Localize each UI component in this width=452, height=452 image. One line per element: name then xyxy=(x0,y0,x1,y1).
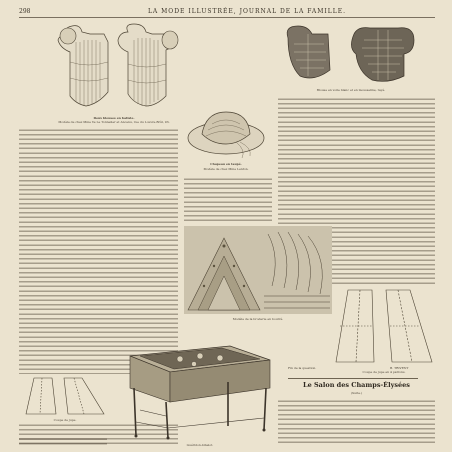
side-table-illustration xyxy=(110,326,276,442)
article-body xyxy=(278,398,435,444)
fig4-caption: Modèle de la broderie en bourré. xyxy=(232,317,284,321)
fig7-caption: Guéridon-bibelot. xyxy=(186,443,214,447)
fig1-caption-title: Deux blouses en batiste. xyxy=(93,116,135,120)
article-heading: Le Salon des Champs-Élysées xyxy=(303,381,410,389)
fig2-caption: Blouse en voile blanc et en mousseline, rayé. xyxy=(316,88,386,92)
text-column-middle xyxy=(184,176,272,224)
skirt-pattern-left xyxy=(22,376,108,420)
fig6-caption: Coupe de jupe. xyxy=(53,418,77,422)
article-rule-top xyxy=(288,378,418,379)
fig3-caption-line: Modèle de chez Mme Lenfon. xyxy=(203,167,249,171)
article-subheading: (Suite.) xyxy=(350,391,363,395)
hat-illustration xyxy=(184,104,268,160)
skirt-pattern-right xyxy=(334,286,434,368)
dark-blouse-illustration xyxy=(278,24,422,86)
header-rule xyxy=(19,17,435,18)
blouses-illustration xyxy=(48,22,180,118)
text-column-left-lower xyxy=(19,436,107,446)
article-end-mark: Fin de la question. xyxy=(288,366,317,370)
fig3-caption-title: Chapeau en taupé. xyxy=(210,162,242,166)
journal-title: LA MODE ILLUSTRÉE, JOURNAL DE LA FAMILLE. xyxy=(147,8,347,15)
embroidery-illustration xyxy=(184,226,332,314)
fig1-caption-line: Modèle de chez Mme Ve Le Tonnelier et Ancenu, rue du Louvre-Brûl, 93. xyxy=(58,120,170,124)
fig5-caption: Coupe de jupe en 4 patrons. xyxy=(362,370,406,374)
article-signature: B. TRIVENT xyxy=(390,366,409,370)
page-number: 298 xyxy=(19,8,31,15)
